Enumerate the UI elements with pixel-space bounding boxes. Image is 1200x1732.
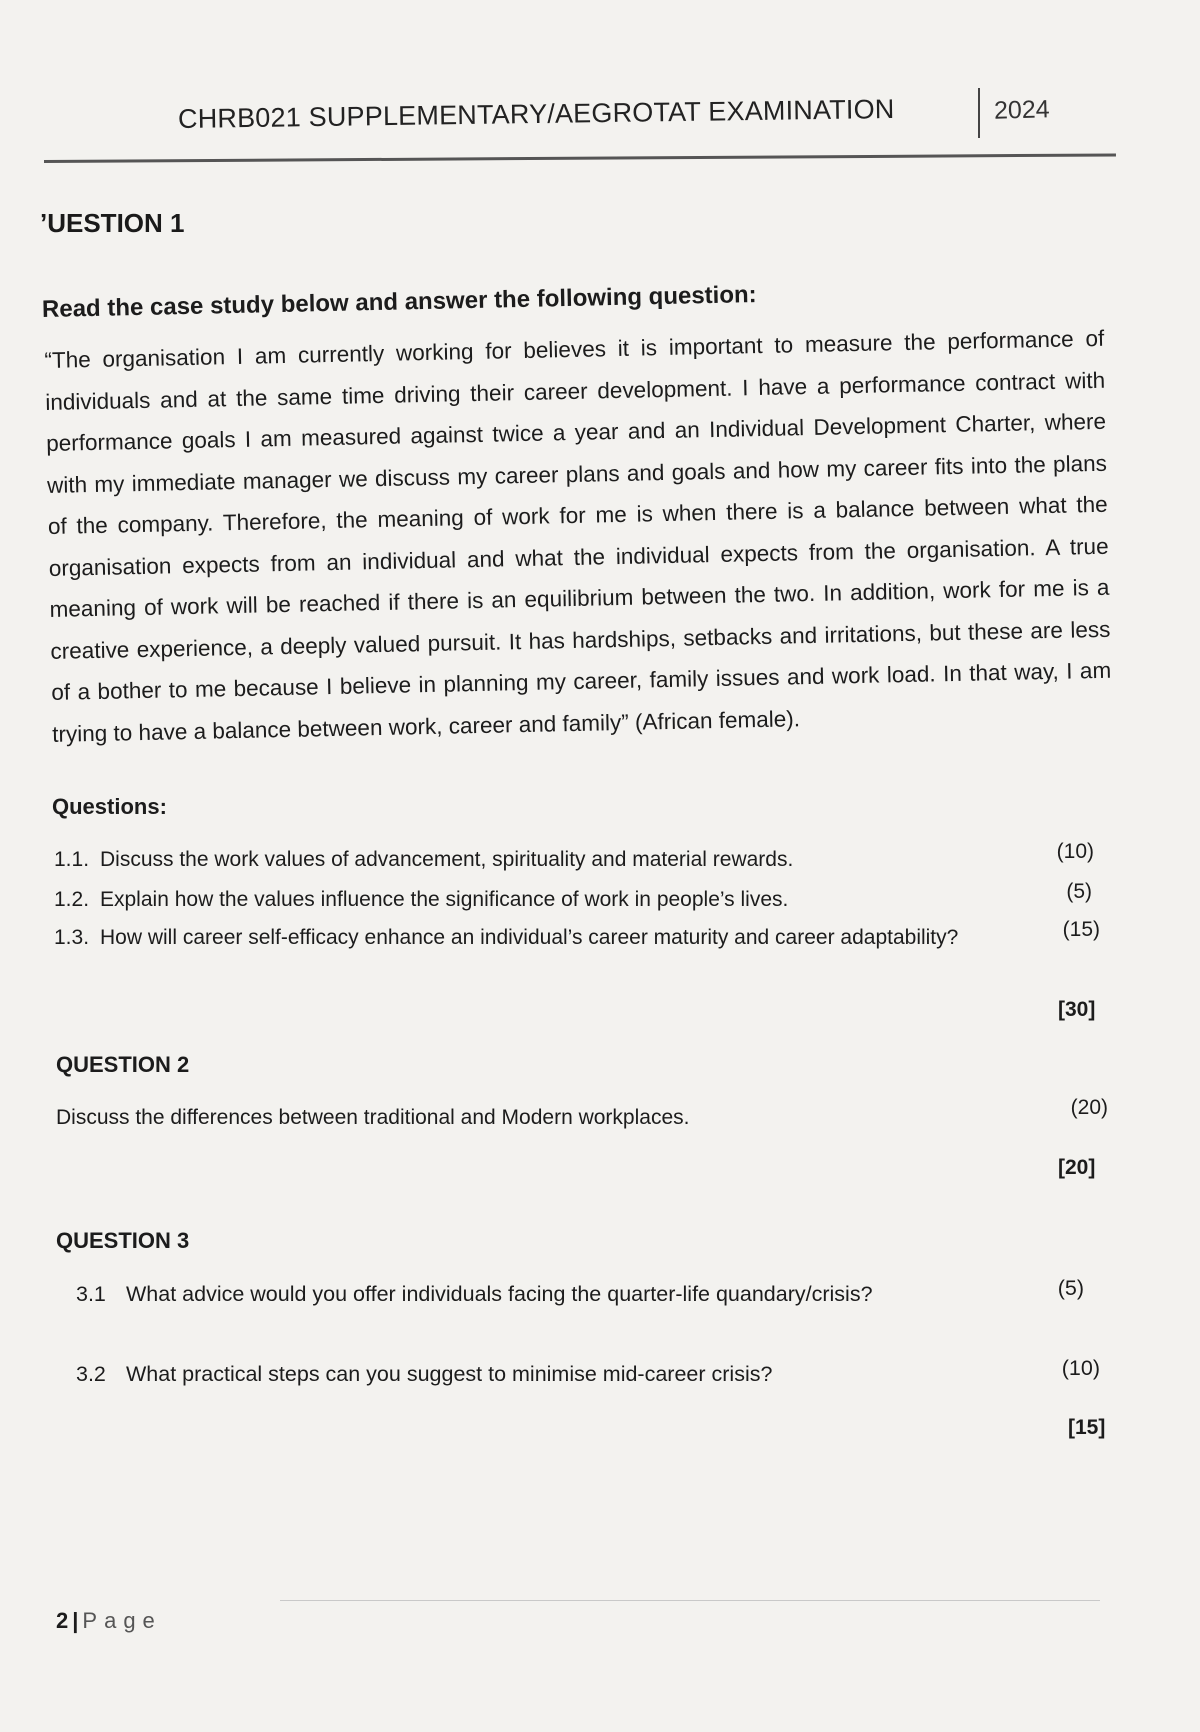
- question-1-total: [30]: [1058, 998, 1096, 1021]
- question-2-line: [56, 1096, 1108, 1140]
- question-marks: (10): [1061, 1356, 1100, 1380]
- question-marks: (20): [1070, 1096, 1108, 1119]
- question-1-heading: ’UESTION 1: [40, 208, 185, 238]
- header-divider: [978, 88, 980, 138]
- question-text: Explain how the values influence the significance of work in people’s lives.: [100, 888, 789, 911]
- exam-title: CHRB021 SUPPLEMENTARY/AEGROTAT EXAMINATION: [177, 93, 895, 134]
- question-number: 1.3.: [54, 926, 90, 949]
- question-text: Discuss the differences between traditional and Modern workplaces.: [56, 1106, 690, 1129]
- questions-label: Questions:: [52, 794, 167, 819]
- question-1-instruction: Read the case study below and answer the following question:: [41, 281, 757, 323]
- question-3-2: [76, 1356, 1100, 1396]
- question-number: 1.1.: [54, 848, 90, 871]
- question-3-heading: QUESTION 3: [56, 1228, 190, 1253]
- footer-separator: |: [72, 1608, 79, 1633]
- question-number: 3.2: [76, 1362, 106, 1386]
- question-3-total: [15]: [1068, 1416, 1106, 1439]
- question-3-1: [76, 1276, 1086, 1316]
- question-marks: (5): [1057, 1276, 1084, 1300]
- question-1-1: [54, 840, 1104, 882]
- question-marks: (5): [1066, 880, 1092, 903]
- question-marks: (15): [1062, 918, 1100, 941]
- question-1-2: [54, 880, 1104, 922]
- question-text: What advice would you offer individuals facing the quarter-life quandary/crisis?: [126, 1282, 873, 1306]
- page-footer: [56, 1608, 162, 1634]
- question-text: How will career self-efficacy enhance an individual’s career maturity and career adaptability?: [100, 926, 959, 949]
- header-rule: [44, 153, 1116, 163]
- question-number: 1.2.: [54, 888, 90, 911]
- question-marks: (10): [1056, 840, 1094, 863]
- question-1-3: [54, 918, 1104, 960]
- page-number: 2: [56, 1608, 69, 1633]
- footer-rule: [280, 1600, 1100, 1601]
- page-header: [44, 84, 1116, 168]
- exam-year: 2024: [993, 95, 1050, 125]
- question-text: Discuss the work values of advancement, spirituality and material rewards.: [100, 848, 794, 871]
- page-word: Page: [82, 1608, 162, 1633]
- question-number: 3.1: [76, 1282, 106, 1306]
- case-study-text: “The organisation I am currently working for believes it is important to measure the performance of individuals and at the same time driving their career development. I have a performance contract with performance goals I am measured against twice a year and an Individual Development Charter, where with my immediate manager we discuss my career plans and goals and how my career fits into the plans of the company. Therefore, the meaning of work for me is when there is a balance between what the organisation expects from an individual and what the individual expects from the organisation. A true meaning of work will be reached if there is an equilibrium between the two. In addition, work for me is a creative experience, a deeply valued pursuit. It has hardships, setbacks and irritations, but these are less of a bother to me because I believe in planning my career, family issues and work load. In that way, I am trying to have a balance between work, career and family” (African female).: [44, 325, 1112, 747]
- question-text: What practical steps can you suggest to minimise mid-career crisis?: [126, 1362, 773, 1386]
- question-2-heading: QUESTION 2: [56, 1052, 190, 1077]
- question-2-total: [20]: [1058, 1156, 1096, 1179]
